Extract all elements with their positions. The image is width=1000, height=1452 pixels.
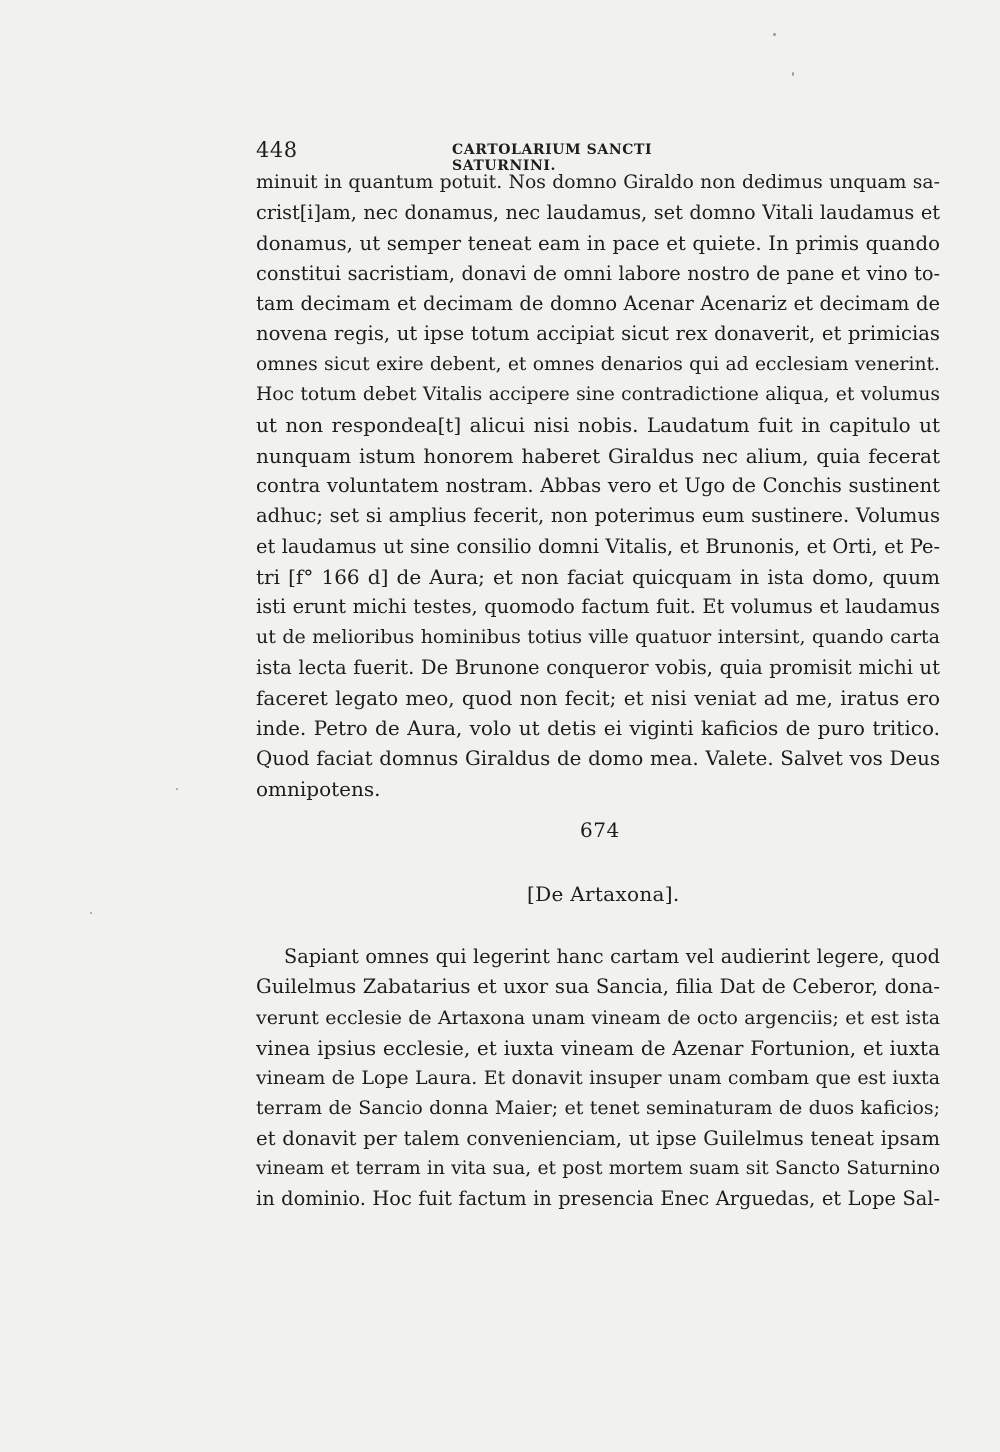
text-line: tam decimam et decimam de domno Acenar Acenariz et decimam de [256,292,940,316]
text-line: vineam de Lope Laura. Et donavit insuper unam combam que est iuxta [256,1067,940,1090]
paper-speck [792,72,794,76]
text-line: minuit in quantum potuit. Nos domno Giraldo non dedimus unquam sa- [256,172,940,193]
page-number: 448 [256,138,298,162]
text-line: Quod faciat domnus Giraldus de domo mea. Valete. Salvet vos Deus [256,746,940,770]
document-title: [De Artaxona]. [527,882,680,906]
text-line: faceret legato meo, quod non fecit; et nisi veniat ad me, iratus ero [256,686,940,711]
text-line: ista lecta fuerit. De Brunone conqueror vobis, quia promisit michi ut [256,655,940,679]
text-line: isti erunt michi testes, quomodo factum fuit. Et volumus et laudamus [256,595,940,619]
paper-speck [90,912,92,914]
text-line: Sapiant omnes qui legerint hanc cartam vel audierint legere, quod [284,945,940,968]
text-line: et laudamus ut sine consilio domni Vitalis, et Brunonis, et Orti, et Pe- [256,534,940,558]
document-number: 674 [580,818,620,842]
text-line: crist[i]am, nec donamus, nec laudamus, set domno Vitali laudamus et [256,201,940,225]
text-line: Hoc totum debet Vitalis accipere sine contradictione aliqua, et volumus [256,384,940,406]
text-line: terram de Sancio donna Maier; et tenet seminaturam de duos kaficios; [256,1097,940,1120]
running-head [256,138,740,174]
text-line: vinea ipsius ecclesie, et iuxta vineam de Azenar Fortunion, et iuxta [256,1035,940,1060]
text-line: et donavit per talem convenienciam, ut ipse Guilelmus teneat ipsam [256,1126,940,1150]
text-line: nunquam istum honorem haberet Giraldus nec alium, quia fecerat [256,443,940,468]
paper-speck [773,33,776,36]
text-line: contra voluntatem nostram. Abbas vero et Ugo de Conchis sustinent [256,473,940,497]
paragraph-charter-674 [256,942,940,1215]
text-line: Guilelmus Zabatarius et uxor sua Sancia, filia Dat de Ceberor, dona- [256,975,940,999]
text-line: constitui sacristiam, donavi de omni labore nostro de pane et vino to- [256,261,940,285]
text-line: vineam et terram in vita sua, et post mortem suam sit Sancto Saturnino [256,1158,940,1180]
text-line: novena regis, ut ipse totum accipiat sicut rex donaverit, et primicias [256,322,940,346]
text-line: omnes sicut exire debent, et omnes denarios qui ad ecclesiam venerint. [256,353,940,375]
text-line: tri [f° 166 d] de Aura; et non faciat quicquam in ista domo, quum [256,564,940,589]
text-line: adhuc; set si amplius fecerit, non poterimus eum sustinere. Volumus [256,504,940,528]
running-title: CARTOLARIUM SANCTI SATURNINI. [452,142,653,174]
paper-speck [176,788,178,790]
paragraph-continued [256,168,940,804]
text-line: ut de melioribus hominibus totius ville quatuor intersint, quando carta [256,626,940,649]
text-line: donamus, ut semper teneat eam in pace et quiete. In primis quando [256,231,940,255]
text-line: inde. Petro de Aura, volo ut detis ei viginti kaficios de puro tritico. [256,716,940,741]
text-line: verunt ecclesie de Artaxona unam vineam de octo argenciis; et est ista [256,1006,940,1029]
text-line: in dominio. Hoc fuit factum in presencia Enec Arguedas, et Lope Sal- [256,1187,940,1211]
text-line: ut non respondea[t] alicui nisi nobis. Laudatum fuit in capitulo ut [256,413,940,438]
text-line: omnipotens. [256,776,381,801]
